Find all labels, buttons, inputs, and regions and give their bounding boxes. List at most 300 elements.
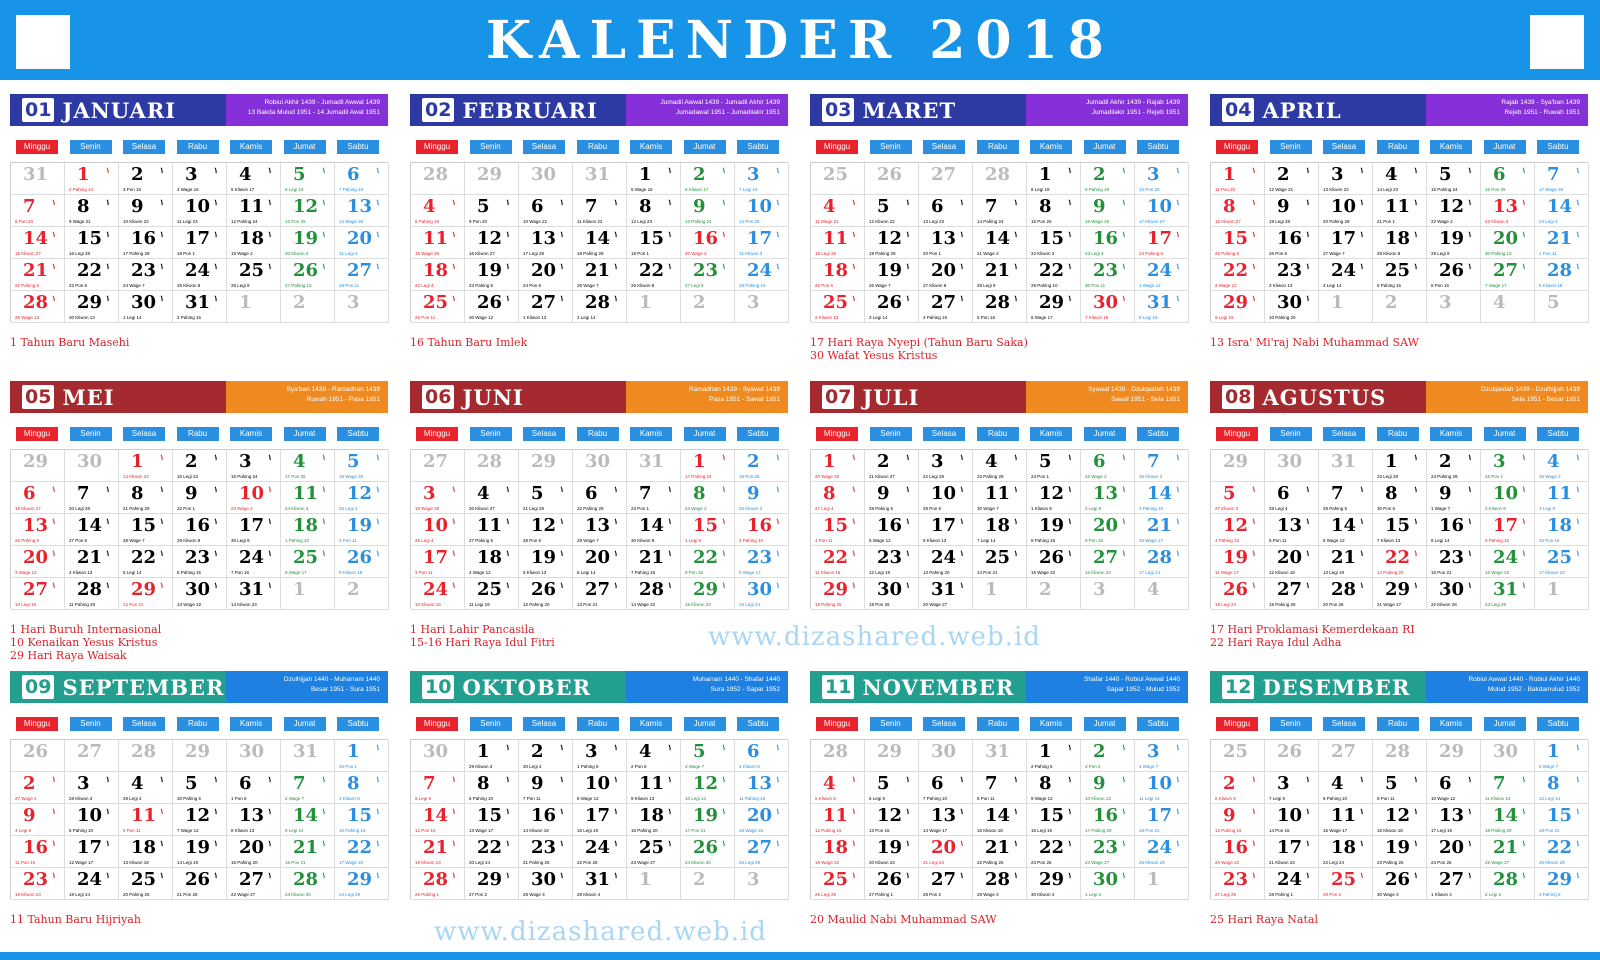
- day-cell[interactable]: [735, 482, 789, 514]
- day-cell[interactable]: [411, 578, 465, 610]
- day-cell[interactable]: [335, 163, 389, 195]
- day-cell[interactable]: [573, 578, 627, 610]
- day-cell[interactable]: [573, 450, 627, 482]
- day-cell[interactable]: [519, 259, 573, 291]
- day-cell[interactable]: [627, 772, 681, 804]
- day-cell[interactable]: [735, 163, 789, 195]
- day-cell[interactable]: [1481, 868, 1535, 900]
- day-cell[interactable]: [973, 546, 1027, 578]
- day-cell[interactable]: [1427, 868, 1481, 900]
- day-cell[interactable]: [1373, 514, 1427, 546]
- day-cell[interactable]: [519, 482, 573, 514]
- day-cell[interactable]: [973, 482, 1027, 514]
- day-cell[interactable]: [1373, 546, 1427, 578]
- day-cell[interactable]: [119, 836, 173, 868]
- day-cell[interactable]: [735, 291, 789, 323]
- day-cell[interactable]: [227, 740, 281, 772]
- day-cell[interactable]: [1535, 578, 1589, 610]
- day-cell[interactable]: [119, 195, 173, 227]
- day-cell[interactable]: [1481, 259, 1535, 291]
- day-cell[interactable]: [1535, 546, 1589, 578]
- day-cell[interactable]: [335, 227, 389, 259]
- day-cell[interactable]: [281, 259, 335, 291]
- day-cell[interactable]: [919, 482, 973, 514]
- day-cell[interactable]: [1081, 772, 1135, 804]
- day-cell[interactable]: [1319, 578, 1373, 610]
- day-cell[interactable]: [1265, 772, 1319, 804]
- day-cell[interactable]: [465, 195, 519, 227]
- day-cell[interactable]: [119, 163, 173, 195]
- day-cell[interactable]: [735, 740, 789, 772]
- day-cell[interactable]: [1427, 836, 1481, 868]
- day-cell[interactable]: [1265, 482, 1319, 514]
- day-cell[interactable]: [335, 578, 389, 610]
- day-cell[interactable]: [65, 546, 119, 578]
- day-cell[interactable]: [681, 836, 735, 868]
- day-cell[interactable]: [1373, 227, 1427, 259]
- day-cell[interactable]: [411, 804, 465, 836]
- day-cell[interactable]: [411, 291, 465, 323]
- day-cell[interactable]: [281, 482, 335, 514]
- day-cell[interactable]: [65, 227, 119, 259]
- day-cell[interactable]: [811, 482, 865, 514]
- day-cell[interactable]: [1211, 227, 1265, 259]
- day-cell[interactable]: [627, 514, 681, 546]
- day-cell[interactable]: [811, 227, 865, 259]
- day-cell[interactable]: [173, 450, 227, 482]
- day-cell[interactable]: [227, 772, 281, 804]
- day-cell[interactable]: [1027, 227, 1081, 259]
- day-cell[interactable]: [1265, 836, 1319, 868]
- day-cell[interactable]: [1135, 163, 1189, 195]
- day-cell[interactable]: [1481, 450, 1535, 482]
- day-cell[interactable]: [1535, 195, 1589, 227]
- day-cell[interactable]: [811, 195, 865, 227]
- day-cell[interactable]: [411, 740, 465, 772]
- day-cell[interactable]: [1081, 578, 1135, 610]
- day-cell[interactable]: [1211, 804, 1265, 836]
- day-cell[interactable]: [11, 772, 65, 804]
- day-cell[interactable]: [1265, 227, 1319, 259]
- day-cell[interactable]: [119, 227, 173, 259]
- day-cell[interactable]: [1481, 578, 1535, 610]
- day-cell[interactable]: [1135, 482, 1189, 514]
- day-cell[interactable]: [519, 836, 573, 868]
- day-cell[interactable]: [173, 836, 227, 868]
- day-cell[interactable]: [919, 836, 973, 868]
- day-cell[interactable]: [11, 291, 65, 323]
- day-cell[interactable]: [1535, 514, 1589, 546]
- day-cell[interactable]: [281, 836, 335, 868]
- day-cell[interactable]: [811, 836, 865, 868]
- day-cell[interactable]: [1027, 772, 1081, 804]
- day-cell[interactable]: [281, 163, 335, 195]
- day-cell[interactable]: [811, 868, 865, 900]
- day-cell[interactable]: [1135, 291, 1189, 323]
- day-cell[interactable]: [1319, 772, 1373, 804]
- day-cell[interactable]: [1481, 804, 1535, 836]
- day-cell[interactable]: [173, 163, 227, 195]
- day-cell[interactable]: [573, 772, 627, 804]
- day-cell[interactable]: [627, 578, 681, 610]
- day-cell[interactable]: [335, 804, 389, 836]
- day-cell[interactable]: [1211, 546, 1265, 578]
- day-cell[interactable]: [173, 514, 227, 546]
- day-cell[interactable]: [227, 514, 281, 546]
- day-cell[interactable]: [411, 546, 465, 578]
- day-cell[interactable]: [627, 836, 681, 868]
- day-cell[interactable]: [1081, 450, 1135, 482]
- day-cell[interactable]: [465, 482, 519, 514]
- day-cell[interactable]: [681, 259, 735, 291]
- day-cell[interactable]: [627, 450, 681, 482]
- day-cell[interactable]: [627, 482, 681, 514]
- day-cell[interactable]: [227, 195, 281, 227]
- day-cell[interactable]: [573, 804, 627, 836]
- day-cell[interactable]: [1535, 259, 1589, 291]
- day-cell[interactable]: [1427, 546, 1481, 578]
- day-cell[interactable]: [1373, 740, 1427, 772]
- day-cell[interactable]: [1081, 868, 1135, 900]
- day-cell[interactable]: [627, 546, 681, 578]
- day-cell[interactable]: [1535, 482, 1589, 514]
- day-cell[interactable]: [519, 291, 573, 323]
- day-cell[interactable]: [973, 259, 1027, 291]
- day-cell[interactable]: [1027, 740, 1081, 772]
- day-cell[interactable]: [519, 227, 573, 259]
- day-cell[interactable]: [519, 868, 573, 900]
- day-cell[interactable]: [227, 450, 281, 482]
- day-cell[interactable]: [11, 546, 65, 578]
- day-cell[interactable]: [735, 836, 789, 868]
- day-cell[interactable]: [1265, 259, 1319, 291]
- day-cell[interactable]: [919, 450, 973, 482]
- day-cell[interactable]: [681, 868, 735, 900]
- day-cell[interactable]: [411, 772, 465, 804]
- day-cell[interactable]: [1027, 450, 1081, 482]
- day-cell[interactable]: [865, 740, 919, 772]
- day-cell[interactable]: [627, 163, 681, 195]
- day-cell[interactable]: [1081, 514, 1135, 546]
- day-cell[interactable]: [865, 195, 919, 227]
- day-cell[interactable]: [119, 868, 173, 900]
- day-cell[interactable]: [1027, 482, 1081, 514]
- day-cell[interactable]: [11, 450, 65, 482]
- day-cell[interactable]: [411, 195, 465, 227]
- day-cell[interactable]: [465, 259, 519, 291]
- day-cell[interactable]: [811, 740, 865, 772]
- day-cell[interactable]: [65, 740, 119, 772]
- day-cell[interactable]: [65, 514, 119, 546]
- day-cell[interactable]: [411, 450, 465, 482]
- day-cell[interactable]: [465, 578, 519, 610]
- day-cell[interactable]: [1265, 163, 1319, 195]
- day-cell[interactable]: [811, 546, 865, 578]
- day-cell[interactable]: [1265, 740, 1319, 772]
- day-cell[interactable]: [65, 836, 119, 868]
- day-cell[interactable]: [11, 804, 65, 836]
- day-cell[interactable]: [1081, 163, 1135, 195]
- day-cell[interactable]: [973, 195, 1027, 227]
- day-cell[interactable]: [1427, 578, 1481, 610]
- day-cell[interactable]: [1265, 450, 1319, 482]
- day-cell[interactable]: [811, 259, 865, 291]
- day-cell[interactable]: [681, 450, 735, 482]
- day-cell[interactable]: [465, 546, 519, 578]
- day-cell[interactable]: [1135, 740, 1189, 772]
- day-cell[interactable]: [1319, 227, 1373, 259]
- day-cell[interactable]: [1481, 163, 1535, 195]
- day-cell[interactable]: [1081, 259, 1135, 291]
- day-cell[interactable]: [335, 868, 389, 900]
- day-cell[interactable]: [119, 740, 173, 772]
- day-cell[interactable]: [1427, 195, 1481, 227]
- day-cell[interactable]: [1373, 578, 1427, 610]
- day-cell[interactable]: [1081, 195, 1135, 227]
- day-cell[interactable]: [811, 163, 865, 195]
- day-cell[interactable]: [919, 514, 973, 546]
- day-cell[interactable]: [227, 163, 281, 195]
- day-cell[interactable]: [65, 804, 119, 836]
- day-cell[interactable]: [11, 578, 65, 610]
- day-cell[interactable]: [281, 291, 335, 323]
- day-cell[interactable]: [1481, 514, 1535, 546]
- day-cell[interactable]: [335, 836, 389, 868]
- day-cell[interactable]: [1319, 291, 1373, 323]
- day-cell[interactable]: [573, 482, 627, 514]
- day-cell[interactable]: [465, 163, 519, 195]
- day-cell[interactable]: [1211, 772, 1265, 804]
- day-cell[interactable]: [1373, 291, 1427, 323]
- day-cell[interactable]: [681, 578, 735, 610]
- day-cell[interactable]: [1427, 514, 1481, 546]
- day-cell[interactable]: [865, 578, 919, 610]
- day-cell[interactable]: [973, 772, 1027, 804]
- day-cell[interactable]: [865, 546, 919, 578]
- day-cell[interactable]: [1211, 450, 1265, 482]
- day-cell[interactable]: [1135, 227, 1189, 259]
- day-cell[interactable]: [681, 482, 735, 514]
- day-cell[interactable]: [811, 514, 865, 546]
- day-cell[interactable]: [465, 450, 519, 482]
- day-cell[interactable]: [1135, 868, 1189, 900]
- day-cell[interactable]: [627, 868, 681, 900]
- day-cell[interactable]: [1265, 578, 1319, 610]
- day-cell[interactable]: [1427, 450, 1481, 482]
- day-cell[interactable]: [973, 514, 1027, 546]
- day-cell[interactable]: [1211, 259, 1265, 291]
- day-cell[interactable]: [1319, 514, 1373, 546]
- day-cell[interactable]: [1211, 482, 1265, 514]
- day-cell[interactable]: [1027, 804, 1081, 836]
- day-cell[interactable]: [465, 772, 519, 804]
- day-cell[interactable]: [281, 546, 335, 578]
- day-cell[interactable]: [1481, 291, 1535, 323]
- day-cell[interactable]: [335, 482, 389, 514]
- day-cell[interactable]: [1373, 450, 1427, 482]
- day-cell[interactable]: [1211, 836, 1265, 868]
- day-cell[interactable]: [1319, 836, 1373, 868]
- day-cell[interactable]: [119, 482, 173, 514]
- day-cell[interactable]: [335, 259, 389, 291]
- day-cell[interactable]: [1319, 195, 1373, 227]
- day-cell[interactable]: [811, 291, 865, 323]
- day-cell[interactable]: [919, 804, 973, 836]
- day-cell[interactable]: [919, 227, 973, 259]
- day-cell[interactable]: [1081, 804, 1135, 836]
- day-cell[interactable]: [1265, 514, 1319, 546]
- day-cell[interactable]: [735, 259, 789, 291]
- day-cell[interactable]: [1081, 227, 1135, 259]
- day-cell[interactable]: [465, 227, 519, 259]
- day-cell[interactable]: [411, 227, 465, 259]
- day-cell[interactable]: [1481, 740, 1535, 772]
- day-cell[interactable]: [1427, 291, 1481, 323]
- day-cell[interactable]: [681, 740, 735, 772]
- day-cell[interactable]: [865, 450, 919, 482]
- day-cell[interactable]: [573, 740, 627, 772]
- day-cell[interactable]: [465, 836, 519, 868]
- day-cell[interactable]: [1319, 546, 1373, 578]
- day-cell[interactable]: [173, 259, 227, 291]
- day-cell[interactable]: [1081, 546, 1135, 578]
- day-cell[interactable]: [227, 578, 281, 610]
- day-cell[interactable]: [335, 514, 389, 546]
- day-cell[interactable]: [681, 804, 735, 836]
- day-cell[interactable]: [1319, 740, 1373, 772]
- day-cell[interactable]: [1027, 868, 1081, 900]
- day-cell[interactable]: [465, 291, 519, 323]
- day-cell[interactable]: [681, 514, 735, 546]
- day-cell[interactable]: [735, 772, 789, 804]
- day-cell[interactable]: [865, 868, 919, 900]
- day-cell[interactable]: [119, 804, 173, 836]
- day-cell[interactable]: [411, 836, 465, 868]
- day-cell[interactable]: [465, 740, 519, 772]
- day-cell[interactable]: [411, 259, 465, 291]
- day-cell[interactable]: [119, 514, 173, 546]
- day-cell[interactable]: [227, 804, 281, 836]
- day-cell[interactable]: [811, 450, 865, 482]
- day-cell[interactable]: [973, 291, 1027, 323]
- day-cell[interactable]: [811, 804, 865, 836]
- day-cell[interactable]: [919, 546, 973, 578]
- day-cell[interactable]: [735, 195, 789, 227]
- day-cell[interactable]: [519, 195, 573, 227]
- day-cell[interactable]: [973, 868, 1027, 900]
- day-cell[interactable]: [11, 740, 65, 772]
- day-cell[interactable]: [1481, 836, 1535, 868]
- day-cell[interactable]: [1373, 482, 1427, 514]
- day-cell[interactable]: [281, 578, 335, 610]
- day-cell[interactable]: [1535, 804, 1589, 836]
- day-cell[interactable]: [1427, 740, 1481, 772]
- day-cell[interactable]: [735, 868, 789, 900]
- day-cell[interactable]: [227, 227, 281, 259]
- day-cell[interactable]: [1535, 740, 1589, 772]
- day-cell[interactable]: [735, 514, 789, 546]
- day-cell[interactable]: [681, 227, 735, 259]
- day-cell[interactable]: [173, 868, 227, 900]
- day-cell[interactable]: [1135, 546, 1189, 578]
- day-cell[interactable]: [919, 259, 973, 291]
- day-cell[interactable]: [465, 868, 519, 900]
- day-cell[interactable]: [65, 163, 119, 195]
- day-cell[interactable]: [1319, 804, 1373, 836]
- day-cell[interactable]: [919, 868, 973, 900]
- day-cell[interactable]: [1427, 227, 1481, 259]
- day-cell[interactable]: [919, 291, 973, 323]
- day-cell[interactable]: [1265, 868, 1319, 900]
- day-cell[interactable]: [973, 804, 1027, 836]
- day-cell[interactable]: [1135, 804, 1189, 836]
- day-cell[interactable]: [65, 578, 119, 610]
- day-cell[interactable]: [627, 227, 681, 259]
- day-cell[interactable]: [1427, 163, 1481, 195]
- day-cell[interactable]: [973, 836, 1027, 868]
- day-cell[interactable]: [65, 450, 119, 482]
- day-cell[interactable]: [573, 291, 627, 323]
- day-cell[interactable]: [1427, 772, 1481, 804]
- day-cell[interactable]: [865, 514, 919, 546]
- day-cell[interactable]: [1481, 227, 1535, 259]
- day-cell[interactable]: [519, 450, 573, 482]
- day-cell[interactable]: [1135, 259, 1189, 291]
- day-cell[interactable]: [519, 772, 573, 804]
- day-cell[interactable]: [519, 163, 573, 195]
- day-cell[interactable]: [1373, 259, 1427, 291]
- day-cell[interactable]: [65, 195, 119, 227]
- day-cell[interactable]: [865, 259, 919, 291]
- day-cell[interactable]: [411, 514, 465, 546]
- day-cell[interactable]: [1373, 868, 1427, 900]
- day-cell[interactable]: [1373, 836, 1427, 868]
- day-cell[interactable]: [681, 195, 735, 227]
- day-cell[interactable]: [411, 868, 465, 900]
- day-cell[interactable]: [681, 163, 735, 195]
- day-cell[interactable]: [335, 772, 389, 804]
- day-cell[interactable]: [735, 546, 789, 578]
- day-cell[interactable]: [1535, 772, 1589, 804]
- day-cell[interactable]: [973, 740, 1027, 772]
- day-cell[interactable]: [919, 195, 973, 227]
- day-cell[interactable]: [519, 546, 573, 578]
- day-cell[interactable]: [1535, 291, 1589, 323]
- day-cell[interactable]: [1027, 259, 1081, 291]
- day-cell[interactable]: [1211, 868, 1265, 900]
- day-cell[interactable]: [681, 546, 735, 578]
- day-cell[interactable]: [1211, 163, 1265, 195]
- day-cell[interactable]: [11, 163, 65, 195]
- day-cell[interactable]: [11, 259, 65, 291]
- day-cell[interactable]: [281, 772, 335, 804]
- day-cell[interactable]: [65, 868, 119, 900]
- day-cell[interactable]: [465, 514, 519, 546]
- day-cell[interactable]: [681, 291, 735, 323]
- day-cell[interactable]: [1427, 482, 1481, 514]
- day-cell[interactable]: [227, 291, 281, 323]
- day-cell[interactable]: [573, 868, 627, 900]
- day-cell[interactable]: [1135, 578, 1189, 610]
- day-cell[interactable]: [119, 259, 173, 291]
- day-cell[interactable]: [11, 514, 65, 546]
- day-cell[interactable]: [865, 804, 919, 836]
- day-cell[interactable]: [1373, 163, 1427, 195]
- day-cell[interactable]: [1535, 450, 1589, 482]
- day-cell[interactable]: [519, 740, 573, 772]
- day-cell[interactable]: [1535, 227, 1589, 259]
- day-cell[interactable]: [919, 163, 973, 195]
